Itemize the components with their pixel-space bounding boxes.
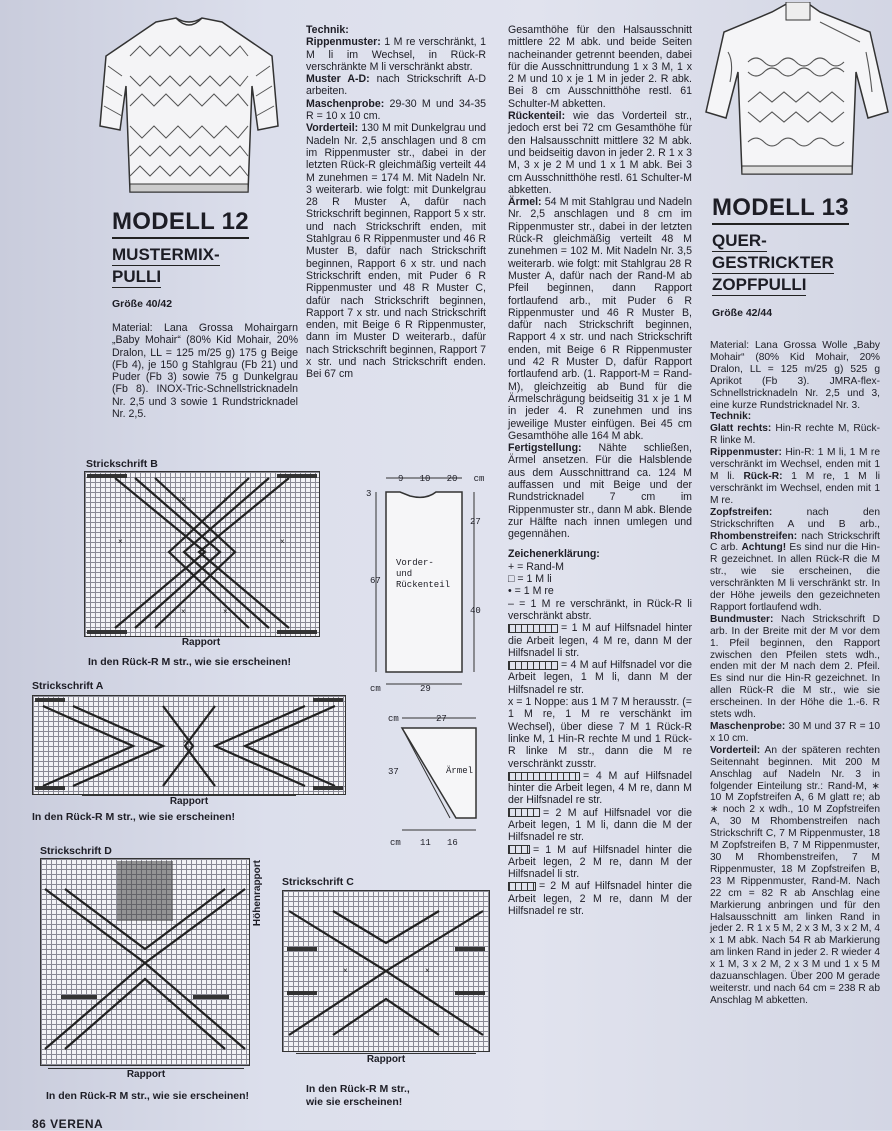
legend-cable-6: = 2 M auf Hilfsnadel hinter die Arbeit legen, 2 M re, dann M der Hilfsnadel re str.	[508, 880, 692, 918]
cable-symbol-4	[508, 808, 540, 817]
m13-rippen-rueck-label: Rück-R:	[743, 470, 783, 482]
cable-symbol-5	[508, 845, 530, 854]
rueck-text: wie das Vorderteil str., jedoch erst bei 72 cm Gesamthöhe für den Halsausschnitt mittlere 32 M abk. und beidseitig davon in jeder 2. R 1 x 3 M, 3 x je 2 M und 1 x 1 M abk. Bei 3 cm Ausschnitthöhe restl. 61 Schulter-M abketten.	[508, 110, 692, 196]
chart-d-grid	[40, 858, 250, 1066]
chart-d-title: Strickschrift D	[40, 845, 112, 857]
m13-bund-text: Nach Strickschrift D arb. In der Breite mit der M vor dem 1. Pfeil beginnen, den Rapport zwischen den Pfeilen stets wdh., enden mit der M nach dem 2. Pfeil. Es sind nur die Hin-R gezeichnet. In allen Rück-R die M str., wie sie erscheinen. In der Höhe die 1.-6. R stets wdh.	[710, 613, 880, 721]
chart-a-grid	[32, 695, 346, 795]
modell-12-title: MODELL 12	[112, 208, 249, 239]
cable-symbol-6	[508, 882, 536, 891]
m13-rippen-rueck: 1 M re, 1 M li verschränkt im Wechsel, enden mit 1 M re.	[710, 470, 880, 506]
fertig-label: Fertigstellung:	[508, 442, 582, 455]
legend-cable-5: = 1 M auf Hilfsnadel hinter die Arbeit legen, 2 M re, dann M der Hilfsnadel li str.	[508, 843, 692, 881]
svg-text:×: ×	[181, 607, 186, 616]
modell-13-column	[710, 340, 880, 1007]
modell-13-subtitle-line1: QUER-	[712, 231, 767, 250]
chart-b-rapport: Rapport	[104, 636, 298, 648]
muster-text: nach Strickschrift A-D arbeiten.	[306, 73, 486, 98]
maschen-label: Maschenprobe:	[306, 97, 385, 110]
modell-12-subtitle	[112, 244, 220, 288]
halsausschnitt-text: Gesamthöhe für den Halsausschnitt mittlere 22 M abk. und beide Seiten nacheinander getrennt beenden, dabei für die Ausschnittrundung 1 x 3 M, 1 x 2 M und 10 x je 1 M in jeder 2. R abk. Bei 8 cm Ausschnitthöhe restl. 61 Schulter-M abketten.	[508, 24, 692, 110]
modell-12-subtitle-line2: PULLI	[112, 267, 162, 286]
modell-13-subtitle-line3: ZOPFPULLI	[712, 275, 807, 294]
chart-b-title: Strickschrift B	[86, 458, 158, 470]
legend-cable-4: = 2 M auf Hilfsnadel vor die Arbeit legen, 1 M li, dann die M der Hilfsnadel re str.	[508, 806, 692, 844]
m13-rippen-label: Rippenmuster:	[710, 447, 782, 459]
aermel-label: Ärmel:	[508, 196, 542, 209]
vorder-text: 130 M mit Dunkelgrau und Nadeln Nr. 2,5 anschlagen und 8 cm im Rippenmuster str., dabei in der letzten Rück-R gleichmäßig verteilt 44 M zunehmen = 174 M. Mit Nadeln Nr. 3 weiterarb. wie folgt: mit Dunkelgrau 28 R Muster A, dafür nach Strickschrift beginnen, Rapport 5 x str. und nach Strickschrift enden, mit Stahlgrau 6 R Rippenmuster und 46 R Muster B, dafür nach Strickschrift beginnen, Rapport 6 x str. und nach Strickschrift enden, mit Puder 6 R Rippenmuster und 48 R Muster C, dafür nach Strickschrift beginnen, Rapport 7 x str. und nach Strickschrift enden, mit Beige 6 R Rippenmuster, dann im Muster D weiterarb., dafür nach Strickschrift beginnen, Rapport 7 x str. und nach Strickschrift enden. Bei 67 cm	[306, 122, 486, 381]
modell-12-subtitle-line1: MUSTERMIX-	[112, 245, 220, 264]
rueck-label: Rückenteil:	[508, 110, 566, 123]
svg-text:×: ×	[183, 737, 188, 746]
svg-text:×: ×	[167, 996, 172, 1005]
rippen-text: 1 M re verschränkt, 1 M li im Wechsel, in Rück-R verschränkte M li verschränkt abstr.	[306, 36, 486, 73]
m13-rhomb-text: nach Strickschrift C arb.	[710, 530, 880, 554]
chart-c-rapport: Rapport	[296, 1053, 476, 1065]
sweater-illustration-modell-13	[700, 2, 890, 182]
schematic-neck-dim: 3	[366, 489, 372, 499]
modell-13-material: Material: Lana Grossa Wolle „Baby Mohair“ (80% Kid Mohair, 20% Dralon, LL = 125 m/25 g) 525 g Aprikot (Fb 3). JMRA-flex-Schnellstricknadeln Nr. 2,5 und 3, eine kurze Rundstricknadel Nr. 3.	[710, 340, 880, 411]
sleeve-bottom-cm: cm	[390, 838, 401, 848]
chart-c-grid	[282, 890, 490, 1052]
rippen-label: Rippenmuster:	[306, 36, 381, 49]
modell-13-subtitle-line2: GESTRICKTER	[712, 253, 834, 272]
legend-re: • = 1 M re	[508, 585, 554, 598]
sleeve-left-dim: 37	[388, 767, 399, 777]
chart-b-grid	[84, 471, 320, 637]
m13-maschen-label: Maschenprobe:	[710, 721, 786, 732]
sleeve-label: Ärmel	[446, 766, 474, 776]
sleeve-top-cm: cm	[388, 714, 399, 724]
chart-d-note: In den Rück-R M str., wie sie erscheinen!	[46, 1090, 250, 1102]
chart-b-note: In den Rück-R M str., wie sie erscheinen!	[88, 656, 292, 668]
legend-verschraenkt: – = 1 M re verschränkt, in Rück-R li verschränkt abstr.	[508, 597, 692, 622]
sleeve-bottom-dim: 11 16	[420, 838, 458, 848]
svg-text:×: ×	[343, 966, 348, 975]
svg-text:×: ×	[425, 966, 430, 975]
modell-13-subtitle	[712, 230, 834, 296]
m13-zopf-label: Zopfstreifen:	[710, 506, 773, 518]
sweater-illustration-modell-12	[96, 16, 282, 198]
schematic-label-1: Vorder-	[396, 558, 434, 568]
maschen-text: 29-30 M und 34-35 R = 10 x 10 cm.	[306, 97, 486, 123]
vorder-label: Vorderteil:	[306, 122, 359, 135]
modell-12-size: Größe 40/42	[112, 298, 173, 310]
schematic-label-2: und	[396, 569, 413, 579]
legend-li: □ = 1 M li	[508, 573, 552, 586]
schematic-top-dims: 9 10 20 cm	[398, 474, 485, 484]
cable-symbol-3	[508, 772, 580, 781]
cable-symbol-1	[508, 624, 558, 633]
schematic-left-dim: 67	[370, 576, 381, 586]
legend-cable-1: = 1 M auf Hilfsnadel hinter die Arbeit legen, 4 M re, dann M der Hilfsnadel li str.	[508, 622, 692, 659]
technik-label: Technik:	[306, 24, 349, 36]
chart-c-note-1: In den Rück-R M str.,	[306, 1083, 410, 1095]
schematic-bottom-cm: cm	[370, 684, 381, 694]
svg-text:×: ×	[118, 537, 123, 546]
m13-vorder-text: An der späteren rechten Seitennaht beginnen. Mit 200 M Anschlag auf Nadeln Nr. 3 in folgender Einteilung str.: Rand-M, ∗ 10 M Zopfstreifen A, 6 M glatt re; ab ∗ noch 2 x wdh., 10 M Zopfstreifen A, 30 M Rhombenstreifen nach Strickschrift C, 7 M Rippenmuster, 18 M Zopfstreifen B, 7 M Rippenmuster, 30 M Rhombenstreifen, 7 M Rippenmuster, 18 M Zopfstreifen B, 23 M Rippenmuster, Rand-M. Nach 22 cm = 82 R ab Anschlag eine Markierung anbringen und für den Halsausschnitt am linken Rand in jeder 2. R 1 x 5 M, 2 x 3 M, 3 x 2 M, 4 x 1 M abk. Nach 54 R ab Markierung am linken Rand in jeder 2. R wieder 4 x 1 M, 3 x 2 M, 2 x 3 M und 1 x 5 M dazuanschlagen. Über 200 M gerade weiterstr. und nach 64 cm = 238 R ab Anschlag M abketten.	[710, 744, 880, 1006]
chart-d-rapport: Rapport	[48, 1068, 244, 1080]
modell-13-title: MODELL 13	[712, 194, 849, 225]
muster-label: Muster A-D:	[306, 73, 370, 86]
schematic-bottom-dim: 29	[420, 684, 431, 694]
legend-rand: + = Rand-M	[508, 560, 564, 573]
schematic-right-dim-1: 27	[470, 517, 481, 527]
schematic-label-3: Rückenteil	[396, 580, 451, 590]
aermel-text: 54 M mit Stahlgrau und Nadeln Nr. 2,5 anschlagen und 8 cm im Rippenmuster str., dabei in der letzten Rück-R gleichmäßig verteilt 48 M zunehmen = 102 M. Mit Nadeln Nr. 3,5 weiterarb. wie folgt: mit Stahlgrau 28 R Muster A, dafür nach der Rand-M ab Pfeil beginnen, dann Rapport fortlaufend arb., mit Puder 6 R Rippenmuster und 46 R Muster B, dafür nach Strickschrift beginnen, Rapport 4 x str. und nach Strickschrift enden, mit Beige 6 R Rippenmuster und 42 R Muster D, dafür Rapport fortlaufend arb. (1. Rapport-M = Rand-M), gleichzeitig ab Bund für die Ärmelschrägung beidseitig 31 x je 1 M in jeder 4. R zunehmen und ins jeweilige Muster einfügen. Bei 45 cm Gesamthöhe alle 164 M abk.	[508, 196, 692, 442]
svg-text:×: ×	[181, 495, 186, 504]
column-technik	[306, 24, 486, 381]
m13-maschen-text: 30 M und 37 R = 10 x 10 cm.	[710, 721, 880, 744]
chart-c-note-2: wie sie erscheinen!	[306, 1096, 403, 1108]
m13-zopf-text: nach den Strickschriften A und B arb.,	[710, 506, 880, 530]
chart-d-hoehenrapport: Höhenrapport	[252, 860, 263, 927]
page-footer: 86 VERENA	[32, 1117, 104, 1131]
m13-bund-label: Bundmuster:	[710, 613, 774, 625]
zeichen-label: Zeichenerklärung:	[508, 548, 600, 561]
svg-text:×: ×	[280, 537, 285, 546]
fertig-text: Nähte schließen, Ärmel ansetzen. Für die Halsblende aus dem Ausschnittrand ca. 124 M auffassen und mit Beige und der Rundstricknadel 7 cm im Rippenmuster str., dann M abk. Blende zur Hälfte nach innen umlegen und gegennähen.	[508, 442, 692, 541]
chart-c-title: Strickschrift C	[282, 876, 354, 888]
column-instructions	[508, 24, 692, 917]
sleeve-top-dim: 27	[436, 714, 447, 724]
svg-text:×: ×	[117, 996, 122, 1005]
m13-rippen-hin: Hin-R: 1 M li, 1 M re verschränkt im Wechsel, enden mit 1 M li.	[710, 447, 880, 482]
chart-a-title: Strickschrift A	[32, 680, 104, 692]
legend-noppe: x = 1 Noppe: aus 1 M 7 M herausstr. (= 1 M re, 1 M re verschänkt im Wechsel), über diese 7 M 1 Rück-R linke M, 1 Hin-R rechte M und 1 Rück-R linke M str., dann die M re verschränkt zusstr.	[508, 696, 692, 770]
m13-achtung-text: Es sind nur die Hin-R gezeichnet. In allen Rück-R die M str., wie sie erscheinen, die verschränkten M li verschränkt str. In der Höhe jeweils den gezeichneten Rapport fortlaufend wdh.	[710, 542, 880, 613]
chart-a-note: In den Rück-R M str., wie sie erscheinen!	[32, 811, 236, 823]
chart-a-rapport: Rapport	[82, 795, 296, 807]
legend-cable-2: = 4 M auf Hilfsnadel vor die Arbeit legen, 1 M li, dann M der Hilfsnadel re str.	[508, 659, 692, 696]
m13-glatt-text: Hin-R rechte M, Rück-R linke M.	[710, 423, 880, 447]
cable-symbol-2	[508, 661, 558, 670]
schematic-right-dim-2: 40	[470, 606, 481, 616]
svg-text:×: ×	[223, 495, 228, 504]
svg-text:×: ×	[223, 607, 228, 616]
m13-glatt-label: Glatt rechts:	[710, 423, 772, 435]
modell-12-material: Material: Lana Grossa Mohairgarn „Baby Mohair“ (80% Kid Mohair, 20% Dralon, LL = 125 m/25 g) 175 g Beige (Fb 4), je 150 g Stahlgrau (Fb 21) und Puder (Fb 3) sowie 75 g Dunkelgrau (Fb 8). INOX-Tric-Schnellstricknadeln Nr. 2,5 und 3 sowie 1 Rundstricknadel Nr. 2,5.	[112, 322, 298, 421]
m13-vorder-label: Vorderteil:	[710, 744, 761, 756]
m13-technik-label: Technik:	[710, 411, 752, 423]
m13-rhomb-label: Rhombenstreifen:	[710, 530, 798, 542]
m13-achtung-label: Achtung!	[741, 542, 787, 554]
legend-cable-3: = 4 M auf Hilfsnadel hinter die Arbeit legen, 4 M re, dann M der Hilfsnadel re str.	[508, 769, 692, 807]
modell-13-size: Größe 42/44	[712, 307, 773, 319]
